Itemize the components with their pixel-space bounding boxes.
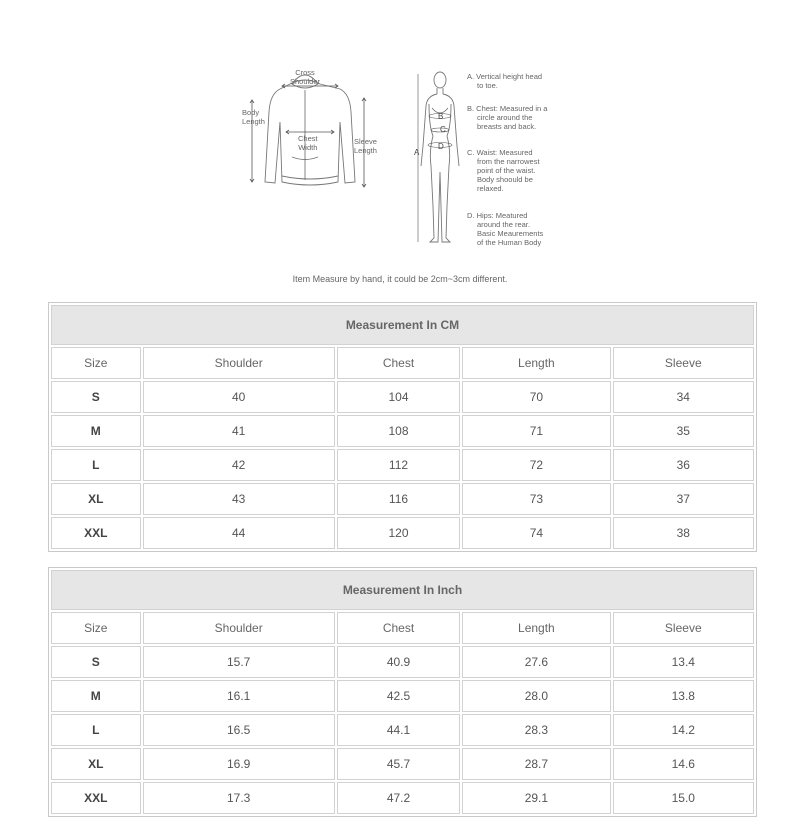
size-cell: XXL <box>51 782 141 814</box>
table-cell: 15.7 <box>143 646 335 678</box>
size-table-inch <box>48 567 757 817</box>
table-cell: 13.4 <box>613 646 754 678</box>
table-cell: 16.5 <box>143 714 335 746</box>
table-cell: 47.2 <box>337 782 460 814</box>
note-c: C. Waist: Measured from the narrowest point of the waist. Body shoould be relaxed. <box>467 148 540 193</box>
table-cell: 15.0 <box>613 782 754 814</box>
table-cell: 13.8 <box>613 680 754 712</box>
table-row <box>51 381 754 413</box>
table-cell: 43 <box>143 483 335 515</box>
table-cell: 28.0 <box>462 680 610 712</box>
measure-caption: Item Measure by hand, it could be 2cm~3cm different. <box>292 274 508 284</box>
table-header-row <box>51 612 754 644</box>
size-cell: M <box>51 415 141 447</box>
table-row <box>51 483 754 515</box>
table-row <box>51 449 754 481</box>
marker-b: B <box>438 112 444 121</box>
table-cell: 112 <box>337 449 460 481</box>
table-row <box>51 415 754 447</box>
marker-c: C <box>440 125 446 134</box>
table-title: Measurement In Inch <box>51 570 754 610</box>
table-cell: 42 <box>143 449 335 481</box>
table-row <box>51 782 754 814</box>
column-header: Length <box>462 347 610 379</box>
size-cell: XL <box>51 748 141 780</box>
table-cell: 34 <box>613 381 754 413</box>
size-table-cm <box>48 302 757 552</box>
table-cell: 37 <box>613 483 754 515</box>
table-cell: 120 <box>337 517 460 549</box>
marker-d: D <box>438 142 444 151</box>
size-cell: M <box>51 680 141 712</box>
table-cell: 28.7 <box>462 748 610 780</box>
note-a: A. Vertical height head to toe. <box>467 72 543 90</box>
body-length-label: Body Length <box>242 108 265 126</box>
column-header: Shoulder <box>143 612 335 644</box>
table-cell: 14.6 <box>613 748 754 780</box>
table-cell: 108 <box>337 415 460 447</box>
table-cell: 71 <box>462 415 610 447</box>
table-cell: 17.3 <box>143 782 335 814</box>
table-row <box>51 714 754 746</box>
column-header: Chest <box>337 612 460 644</box>
table-cell: 44.1 <box>337 714 460 746</box>
column-header: Chest <box>337 347 460 379</box>
column-header: Size <box>51 347 141 379</box>
table-cell: 16.1 <box>143 680 335 712</box>
table-cell: 36 <box>613 449 754 481</box>
table-cell: 38 <box>613 517 754 549</box>
marker-a: A <box>414 148 420 157</box>
note-d: D. Hips: Meatured around the rear. Basic Meaurements of the Human Body <box>467 211 544 247</box>
table-row <box>51 748 754 780</box>
table-cell: 45.7 <box>337 748 460 780</box>
size-cell: S <box>51 381 141 413</box>
table-cell: 35 <box>613 415 754 447</box>
table-header-row <box>51 347 754 379</box>
sleeve-length-label: Sleeve Length <box>354 137 377 155</box>
note-b: B. Chest: Measured in a circle around the breasts and back. <box>467 104 548 131</box>
table-cell: 16.9 <box>143 748 335 780</box>
table-cell: 40.9 <box>337 646 460 678</box>
table-cell: 28.3 <box>462 714 610 746</box>
body-figure-diagram <box>415 66 465 246</box>
table-cell: 44 <box>143 517 335 549</box>
table-cell: 104 <box>337 381 460 413</box>
table-cell: 40 <box>143 381 335 413</box>
table-cell: 42.5 <box>337 680 460 712</box>
size-cell: L <box>51 449 141 481</box>
table-title: Measurement In CM <box>51 305 754 345</box>
table-cell: 73 <box>462 483 610 515</box>
size-cell: L <box>51 714 141 746</box>
table-cell: 70 <box>462 381 610 413</box>
table-cell: 14.2 <box>613 714 754 746</box>
size-cell: S <box>51 646 141 678</box>
size-cell: XXL <box>51 517 141 549</box>
table-cell: 72 <box>462 449 610 481</box>
table-row <box>51 680 754 712</box>
table-cell: 74 <box>462 517 610 549</box>
table-cell: 27.6 <box>462 646 610 678</box>
column-header: Length <box>462 612 610 644</box>
table-row <box>51 517 754 549</box>
column-header: Size <box>51 612 141 644</box>
table-cell: 116 <box>337 483 460 515</box>
chest-width-label: Chest Width <box>298 134 318 152</box>
table-cell: 29.1 <box>462 782 610 814</box>
size-cell: XL <box>51 483 141 515</box>
column-header: Shoulder <box>143 347 335 379</box>
table-cell: 41 <box>143 415 335 447</box>
column-header: Sleeve <box>613 612 754 644</box>
table-row <box>51 646 754 678</box>
measurement-diagram <box>230 62 570 262</box>
cross-shoulder-label: Cross Shoulder <box>290 68 321 86</box>
column-header: Sleeve <box>613 347 754 379</box>
